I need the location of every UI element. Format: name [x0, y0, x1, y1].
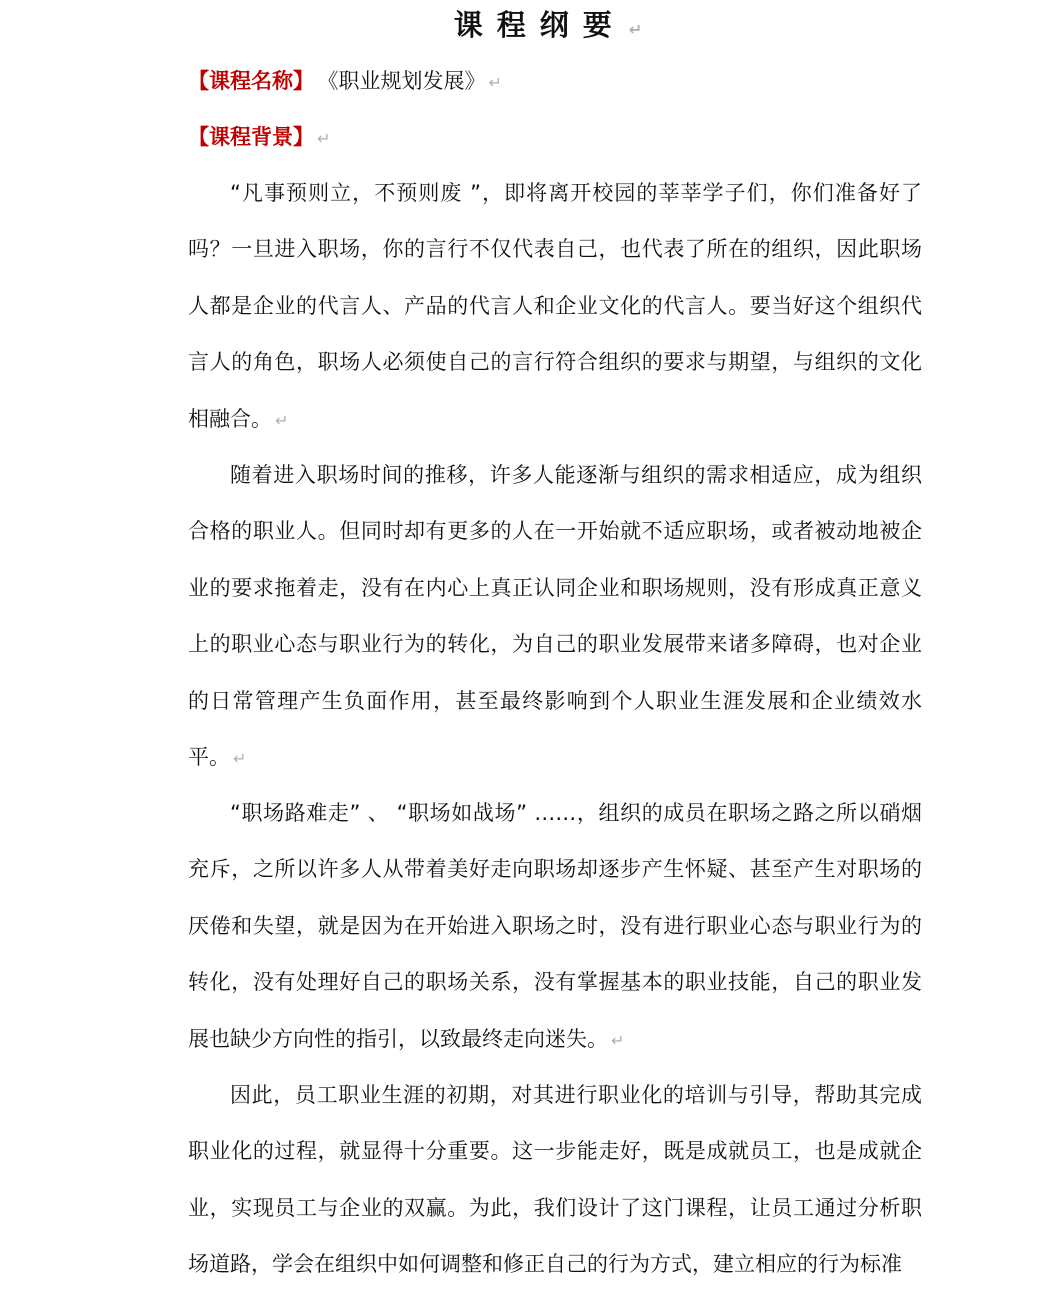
paragraph-text: “凡事预则立，不预则废 ”，即将离开校园的莘莘学子们，你们准备好了吗？一旦进入职场，你的言行不仅代表自己，也代表了所在的组织，因此职场人都是企业的代言人、产品的代言人和企业文化的代言人。要当好这个组织代言人的角色，职场人必须使自己的言行符合组织的要求与期望，与组织的文化相融合。 — [188, 181, 922, 431]
course-name-field — [188, 66, 502, 98]
paragraph-text: “职场路难走” 、 “职场如战场” ……，组织的成员在职场之路之所以硝烟充斥，之所以许多人从带着美好走向职场却逐步产生怀疑、甚至产生对职场的厌倦和失望，就是因为在开始进入职场之时，没有进行职业心态与职业行为的转化，没有处理好自己的职场关系，没有掌握基本的职业技能，自己的职业发展也缺少方向性的指引，以致最终走向迷失。 — [188, 801, 922, 1051]
paragraph-return-icon: ↵ — [628, 20, 657, 39]
background-paragraph-3 — [188, 785, 922, 1069]
course-name-value: 《职业规划发展》 — [328, 69, 486, 93]
paragraph-return-icon: ↵ — [317, 129, 331, 148]
paragraph-return-icon: ↵ — [611, 1030, 625, 1050]
paragraph-text: 因此，员工职业生涯的初期，对其进行职业化的培训与引导，帮助其完成职业化的过程，就显得十分重要。这一步能走好，既是成就员工，也是成就企业，实现员工与企业的双赢。为此，我们设计了这门课程，让员工通过分析职场道路，学会在组织中如何调整和修正自己的行为方式，建立相应的行为标准 — [188, 1083, 922, 1277]
title-text: 课程纲要 — [453, 8, 626, 42]
paragraph-return-icon: ↵ — [233, 749, 247, 769]
background-paragraph-2 — [188, 447, 922, 787]
background-paragraph-4 — [188, 1067, 922, 1293]
course-background-label: 【课程背景】 — [188, 125, 314, 149]
paragraph-return-icon: ↵ — [275, 410, 289, 430]
course-name-label: 【课程名称】 — [188, 69, 314, 93]
paragraph-return-icon: ↵ — [488, 73, 502, 92]
background-paragraph-1 — [188, 165, 922, 449]
course-background-field — [188, 122, 330, 154]
paragraph-text: 随着进入职场时间的推移，许多人能逐渐与组织的需求相适应，成为组织合格的职业人。但同时却有更多的人在一开始就不适应职场，或者被动地被企业的要求拖着走，没有在内心上真正认同企业和职场规则，没有形成真正意义上的职业心态与职业行为的转化，为自己的职业发展带来诸多障碍，也对企业的日常管理产生负面作用，甚至最终影响到个人职业生涯发展和企业绩效水平。 — [188, 463, 922, 770]
document-title — [188, 2, 922, 53]
